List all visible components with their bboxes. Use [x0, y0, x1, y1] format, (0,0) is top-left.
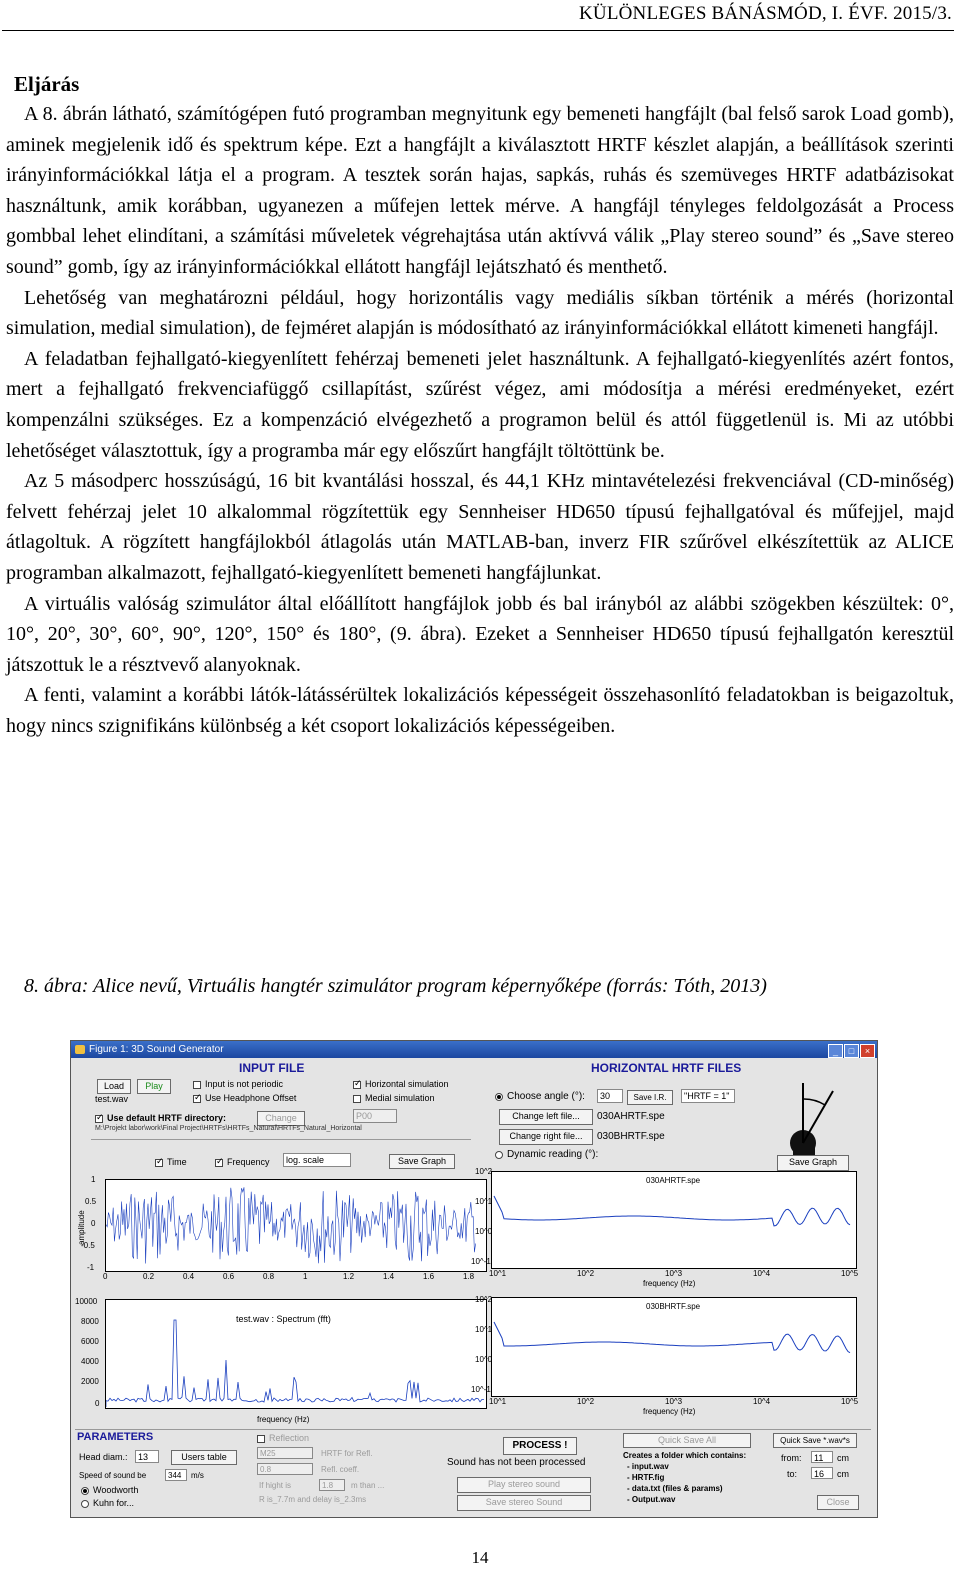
spectrum-plot [105, 1299, 487, 1409]
ytick: 10000 [75, 1297, 98, 1306]
time-ylabel: amplitude [77, 1210, 86, 1245]
xtick: 10^2 [577, 1269, 595, 1278]
woodworth-radio[interactable] [81, 1487, 89, 1495]
ytick: 8000 [81, 1317, 99, 1326]
xtick: 0.2 [143, 1272, 155, 1281]
kuhn-label: Kuhn for... [93, 1498, 135, 1508]
hrtf-right-curve [492, 1298, 856, 1396]
ytick: 0 [91, 1219, 96, 1228]
save-ir-button[interactable]: Save I.R. [627, 1090, 673, 1105]
from-label: from: [781, 1453, 802, 1463]
left-file-name: 030AHRTF.spe [597, 1111, 665, 1122]
choose-angle-label: Choose angle (°): [507, 1091, 585, 1102]
height-input[interactable]: 1.8 [319, 1479, 345, 1491]
ytick: 0 [95, 1399, 100, 1408]
ytick: 6000 [81, 1337, 99, 1346]
to-unit: cm [837, 1469, 849, 1479]
users-table-button[interactable]: Users table [171, 1450, 237, 1465]
maximize-icon[interactable]: □ [844, 1044, 859, 1058]
xtick: 10^1 [489, 1269, 507, 1278]
ytick: 10^2 [475, 1167, 493, 1176]
xtick: 0.6 [223, 1272, 235, 1281]
frequency-checkbox[interactable] [215, 1159, 223, 1167]
hrtf-trace [494, 1322, 850, 1353]
reflection-checkbox[interactable] [257, 1435, 265, 1443]
figure-caption: 8. ábra: Alice nevű, Virtuális hangtér szimulátor program képernyőképe (forrás: Tóth, 2013) [24, 975, 767, 997]
paragraph: Az 5 másodperc hosszúságú, 16 bit kvantálási hosszal, és 44,1 KHz mintavételezési frekvenciával (CD-minőség) felvett fehérzaj jelet 10 alkalommal rögzítettük egy Sennheiser HD650 típusú fejhallgatóval és műfejjel, majd átlagoltuk. A rögzített hangfájlokból átlagolás után MATLAB-ban, inverz FIR szűrővel elkészítettük az ALICE programban alkalmazott, fejhallgató-kiegyenlített bemeneti hangfájlunkat. [6, 470, 954, 584]
xtick: 10^5 [841, 1269, 859, 1278]
ytick: 4000 [81, 1357, 99, 1366]
if-height-label: If hight is [259, 1481, 292, 1490]
speed-input[interactable]: 344 [165, 1469, 187, 1481]
ytick: -0.5 [81, 1241, 95, 1250]
folder-item: - HRTF.fig [627, 1473, 665, 1482]
r-delay-label: R is_7.7m and delay is_2.3ms [259, 1495, 367, 1504]
process-status: Sound has not been processed [447, 1457, 586, 1468]
ytick: -1 [87, 1263, 95, 1272]
head-diam-input[interactable]: 13 [135, 1450, 159, 1463]
head-diam-label: Head diam.: [79, 1452, 128, 1462]
reflection-label: Reflection [269, 1433, 310, 1443]
xtick: 1.6 [423, 1272, 435, 1281]
to-input[interactable]: 16 [811, 1467, 833, 1479]
window-title: Figure 1: 3D Sound Generator [89, 1044, 224, 1055]
time-label: Time [167, 1157, 187, 1167]
hrtf-left-title: 030AHRTF.spe [646, 1176, 701, 1185]
change-left-button[interactable]: Change left file... [499, 1109, 593, 1125]
xtick: 0.4 [183, 1272, 195, 1281]
speed-label: Speed of sound be [79, 1471, 147, 1480]
ytick: 10^1 [475, 1325, 493, 1334]
xtick: 10^4 [753, 1397, 771, 1406]
close-button[interactable]: Close [817, 1495, 859, 1510]
hrtf-plot-left [491, 1171, 857, 1269]
ytick: 10^0 [475, 1355, 493, 1364]
section-title: Eljárás [14, 72, 80, 96]
time-checkbox[interactable] [155, 1159, 163, 1167]
paragraph: A fenti, valamint a korábbi látók-látássérültek lokalizációs képességeit összehasonlító feladatokban is beigazoltuk, hogy nincs szignifikáns különbség a két csoport lokalizációs képességeiben. [6, 684, 954, 737]
xtick: 0.8 [263, 1272, 275, 1281]
xtick: 10^4 [753, 1269, 771, 1278]
refl-coeff-input[interactable]: 0.8 [257, 1463, 313, 1475]
spectrum-title: test.wav : Spectrum (fft) [236, 1314, 331, 1324]
ytick: 2000 [81, 1377, 99, 1386]
figure-screenshot [70, 1040, 878, 1518]
paragraph: A 8. ábrán látható, számítógépen futó programban megnyitunk egy bemeneti hangfájlt (bal felső sarok Load gomb), aminek megjelenik idő és spektrum képe. Ezt a hangfájlt a kiválasztott HRTF készlet alapján, a beállítások szerinti irányinformációkkal látja el a program. A tesztek során hajas, sapkás, ruhás és szemüveges HRTF adatbázisokat használtunk, amik korábban, ugyanezen a műfejen lettek mérve. A hangfájl tényleges feldolgozását a Process gombbal lehet elindítani, a számítási műveletek végrehajtása után aktívvá válik „Play stereo sound” és „Save stereo sound” gomb, így az irányinformációkkal ellátott hangfájl lejátszható és menthető. [6, 103, 954, 278]
change-dir-button[interactable]: Change [257, 1111, 305, 1126]
running-header: KÜLÖNLEGES BÁNÁSMÓD, I. ÉVF. 2015/3. [578, 3, 952, 24]
paragraph: A virtuális valóság szimulátor által előállított hangfájlok jobb és bal irányból az alábbi szögekben készültek: 0°, 10°, 20°, 30°, 60°, 90°, 120°, 150° és 180°, (9. ábra). Ezeket a Sennheiser HD650 típusú fejhallgatón keresztül játszottuk le a résztvevő alanyoknak. [6, 592, 954, 676]
paragraph: Lehetőség van meghatározni például, hogy horizontális vagy mediális síkban történik a mérés (horizontal simulation, medial simulation), de fejméret alapján is módosítható az irányinformációkkal ellátott kimeneti hangfájl. [6, 286, 954, 340]
time-plot [105, 1179, 487, 1272]
medial-simulation-label: Medial simulation [365, 1093, 435, 1103]
play-button[interactable]: Play [137, 1079, 171, 1094]
save-graph-button[interactable]: Save Graph [389, 1154, 455, 1169]
scale-select[interactable]: log. scale [283, 1153, 351, 1167]
folder-item: - data.txt (files & params) [627, 1484, 723, 1493]
speed-unit: m/s [191, 1471, 204, 1480]
process-button[interactable]: PROCESS ! [503, 1437, 577, 1455]
xtick: 0 [103, 1272, 108, 1281]
load-button[interactable]: Load [97, 1079, 131, 1094]
hrtf-plot-right [491, 1297, 857, 1397]
quick-save-all-button[interactable]: Quick Save All [623, 1433, 751, 1448]
folder-item: - Output.wav [627, 1495, 676, 1504]
right-file-name: 030BHRTF.spe [597, 1131, 665, 1142]
refl-coeff-label: Refl. coeff. [321, 1465, 360, 1474]
creates-folder-label: Creates a folder which contains: [623, 1451, 747, 1460]
ytick: 1 [91, 1175, 96, 1184]
ytick: 10^-1 [471, 1257, 491, 1266]
hrtf-file-select[interactable]: "HRTF = 1" [681, 1089, 735, 1103]
input-not-periodic-checkbox[interactable] [193, 1081, 201, 1089]
xtick: 1.4 [383, 1272, 395, 1281]
waveform [106, 1180, 486, 1271]
header-rule [2, 30, 954, 31]
medial-simulation-checkbox[interactable] [353, 1095, 361, 1103]
paragraph: A feladatban fejhallgató-kiegyenlített fehérzaj bemeneti jelet használtunk. A fejhallgató-kiegyenlítés azért fontos, mert a fejhallgató frekvenciafüggő csillapítást, szűrést végez, ami módosítja a mérési eredményeket, ezért kompenzálni szükséges. Ez a kompenzáció elvégezhető a programon belül és attól függetlenül is. Mi az utóbbi lehetőséget választottuk, így a programba már egy előszűrt hangfájlt töltöttünk be. [6, 347, 954, 462]
waveform-trace [106, 1187, 476, 1263]
dynamic-reading-label: Dynamic reading (°): [507, 1149, 599, 1160]
hrtf-files-heading: HORIZONTAL HRTF FILES [591, 1061, 742, 1075]
page-number: 14 [471, 1548, 489, 1567]
ytick: 10^2 [475, 1295, 493, 1304]
hrtf-for-refl-label: HRTF for Refl. [321, 1449, 373, 1458]
default-hrtf-dir-label: Use default HRTF directory: [107, 1113, 227, 1123]
spectrum-xlabel: frequency (Hz) [257, 1415, 310, 1424]
close-icon[interactable]: × [860, 1044, 875, 1058]
xtick: 1.8 [463, 1272, 475, 1281]
input-file-heading: INPUT FILE [239, 1061, 305, 1075]
xtick: 10^5 [841, 1397, 859, 1406]
from-input[interactable]: 11 [811, 1451, 833, 1463]
hrtf-right-xlabel: frequency (Hz) [643, 1407, 696, 1416]
angle-input[interactable]: 30 [597, 1089, 623, 1103]
headphone-offset-checkbox[interactable] [193, 1095, 201, 1103]
input-not-periodic-label: Input is not periodic [205, 1079, 284, 1089]
save-stereo-button[interactable]: Save stereo Sound [457, 1495, 591, 1511]
minimize-icon[interactable]: _ [828, 1044, 843, 1058]
xtick: 1 [303, 1272, 308, 1281]
default-hrtf-dir-checkbox[interactable] [95, 1115, 103, 1123]
m-than-label: m than ... [351, 1481, 385, 1490]
m25-select[interactable]: M25 [257, 1447, 313, 1459]
xtick: 1.2 [343, 1272, 355, 1281]
ytick: 10^0 [475, 1227, 493, 1236]
hrtf-save-graph-button[interactable]: Save Graph [777, 1155, 849, 1171]
to-label: to: [787, 1469, 798, 1479]
spectrum-trace [106, 1320, 484, 1407]
input-filename: test.wav [95, 1094, 129, 1104]
parameters-heading: PARAMETERS [77, 1431, 154, 1443]
horizontal-simulation-checkbox[interactable] [353, 1081, 361, 1089]
change-right-button[interactable]: Change right file... [499, 1129, 593, 1145]
folder-item: - input.wav [627, 1462, 669, 1471]
choose-angle-radio[interactable] [495, 1093, 503, 1101]
ytick: 10^-1 [471, 1385, 491, 1394]
horizontal-simulation-label: Horizontal simulation [365, 1079, 449, 1089]
body-text [6, 99, 954, 741]
woodworth-label: Woodworth [93, 1485, 139, 1495]
hrtf-right-title: 030BHRTF.spe [646, 1302, 701, 1311]
hrtf-left-curve [492, 1172, 856, 1268]
kuhn-radio[interactable] [81, 1500, 89, 1508]
p-select[interactable]: P00 [353, 1109, 397, 1123]
quick-save-wav-button[interactable]: Quick Save *.wav*s [773, 1433, 857, 1448]
app-icon [75, 1045, 85, 1054]
divider [91, 1139, 471, 1140]
xtick: 10^3 [665, 1397, 683, 1406]
xtick: 10^1 [489, 1397, 507, 1406]
xtick: 10^3 [665, 1269, 683, 1278]
divider [75, 1429, 871, 1430]
head-diagram-icon [761, 1077, 851, 1157]
window-titlebar [71, 1041, 877, 1058]
from-unit: cm [837, 1453, 849, 1463]
ytick: 0.5 [85, 1197, 97, 1206]
ytick: 10^1 [475, 1197, 493, 1206]
hrtf-path: M:\Projekt labor\work\Final Project\HRTFs\HRTFs_Natural\HRTFs_Natural_Horizontal [95, 1125, 362, 1132]
xtick: 10^2 [577, 1397, 595, 1406]
play-stereo-button[interactable]: Play stereo sound [457, 1477, 591, 1493]
dynamic-reading-radio[interactable] [495, 1151, 503, 1159]
hrtf-left-xlabel: frequency (Hz) [643, 1279, 696, 1288]
hrtf-trace [494, 1196, 850, 1226]
headphone-offset-label: Use Headphone Offset [205, 1093, 297, 1103]
frequency-label: Frequency [227, 1157, 270, 1167]
